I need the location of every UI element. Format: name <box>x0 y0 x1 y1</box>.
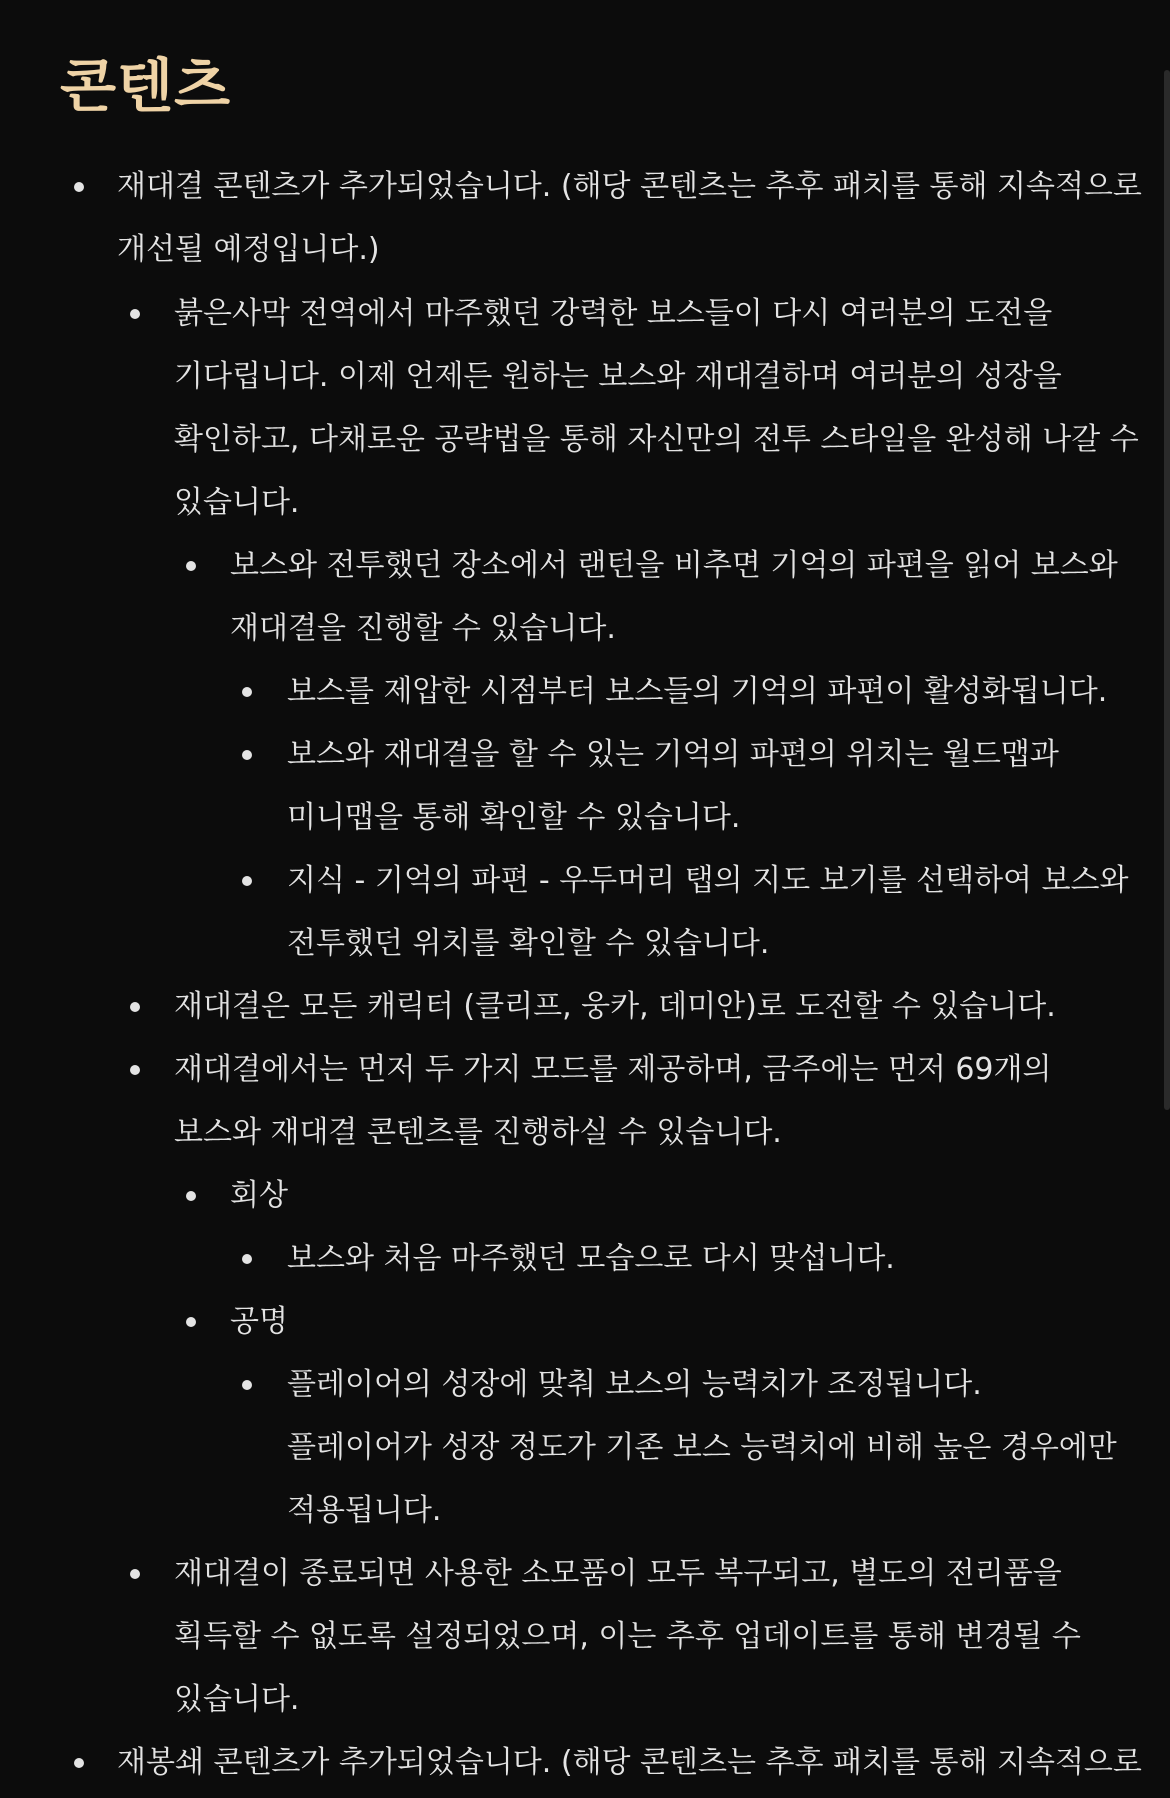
item-text-line: 지식 - 기억의 파편 - 우두머리 탭의 지도 보기를 선택하여 보스와 <box>287 863 1129 898</box>
scrollbar-thumb[interactable] <box>1164 70 1170 1110</box>
bullet-dot <box>186 1317 196 1327</box>
section-heading: 콘텐츠 <box>60 52 232 120</box>
item-text-line: 보스와 처음 마주했던 모습으로 다시 맞섭니다. <box>287 1241 895 1276</box>
item-text-line: 공명 <box>230 1304 288 1339</box>
item-text-line: 있습니다. <box>174 1682 300 1717</box>
bullet-dot <box>242 750 252 760</box>
item-text-line: 적용됩니다. <box>287 1493 442 1528</box>
item-text-line: 미니맵을 통해 확인할 수 있습니다. <box>287 800 741 835</box>
item-text-line: 보스와 재대결을 할 수 있는 기억의 파편의 위치는 월드맵과 <box>287 737 1059 772</box>
bullet-dot <box>242 876 252 886</box>
item-text-line: 있습니다. <box>174 485 300 520</box>
bullet-dot <box>130 1569 140 1579</box>
bullet-dot <box>242 1380 252 1390</box>
item-text-line: 보스와 전투했던 장소에서 랜턴을 비추면 기억의 파편을 읽어 보스와 <box>230 548 1118 583</box>
item-text-line: 확인하고, 다채로운 공략법을 통해 자신만의 전투 스타일을 완성해 나갈 수 <box>174 422 1139 457</box>
item-text-line: 전투했던 위치를 확인할 수 있습니다. <box>287 926 770 961</box>
item-text-line: 재봉쇄 콘텐츠가 추가되었습니다. (해당 콘텐츠는 추후 패치를 통해 지속적으로 <box>117 1745 1142 1780</box>
item-text-line: 기다립니다. 이제 언제든 원하는 보스와 재대결하며 여러분의 성장을 <box>174 359 1062 394</box>
bullet-dot <box>186 1191 196 1201</box>
bullet-dot <box>130 1065 140 1075</box>
item-text-line: 플레이어가 성장 정도가 기존 보스 능력치에 비해 높은 경우에만 <box>287 1430 1117 1465</box>
bullet-dot <box>242 1254 252 1264</box>
bullet-dot <box>74 182 84 192</box>
bullet-dot <box>130 1002 140 1012</box>
bullet-dot <box>242 687 252 697</box>
item-text-line: 재대결에서는 먼저 두 가지 모드를 제공하며, 금주에는 먼저 69개의 <box>174 1052 1052 1087</box>
bullet-dot <box>130 309 140 319</box>
bullet-dot <box>186 561 196 571</box>
item-text-line: 획득할 수 없도록 설정되었으며, 이는 추후 업데이트를 통해 변경될 수 <box>174 1619 1081 1654</box>
item-text-line: 재대결은 모든 캐릭터 (클리프, 웅카, 데미안)로 도전할 수 있습니다. <box>174 989 1056 1024</box>
item-text-line: 재대결이 종료되면 사용한 소모품이 모두 복구되고, 별도의 전리품을 <box>174 1556 1062 1591</box>
item-text-line: 보스를 제압한 시점부터 보스들의 기억의 파편이 활성화됩니다. <box>287 674 1108 709</box>
item-text-line: 플레이어의 성장에 맞춰 보스의 능력치가 조정됩니다. <box>287 1367 982 1402</box>
item-text-line: 회상 <box>230 1178 288 1213</box>
item-text-line: 재대결을 진행할 수 있습니다. <box>230 611 616 646</box>
item-text-line: 보스와 재대결 콘텐츠를 진행하실 수 있습니다. <box>174 1115 782 1150</box>
item-text-line: 재대결 콘텐츠가 추가되었습니다. (해당 콘텐츠는 추후 패치를 통해 지속적으로 <box>117 169 1142 204</box>
bullet-dot <box>74 1758 84 1768</box>
item-text-line: 개선될 예정입니다.) <box>117 232 380 267</box>
item-text-line: 붉은사막 전역에서 마주했던 강력한 보스들이 다시 여러분의 도전을 <box>174 296 1053 331</box>
